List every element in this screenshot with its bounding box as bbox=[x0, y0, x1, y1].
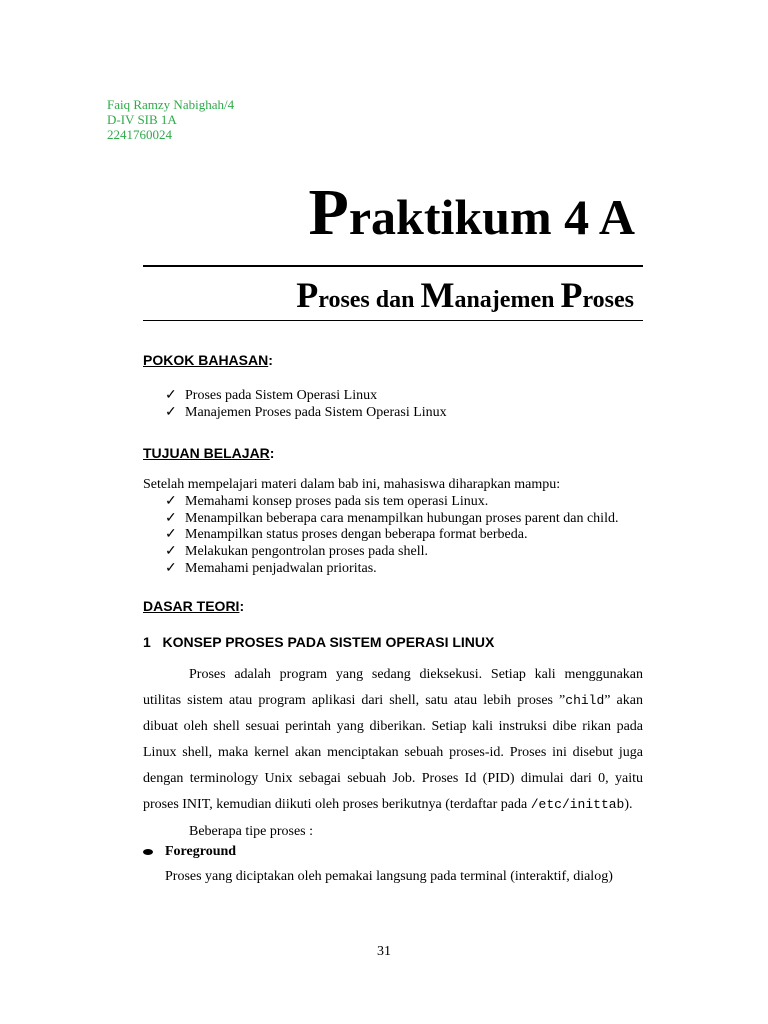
tujuan-belajar-heading bbox=[143, 445, 274, 461]
list-item-text: Proses pada Sistem Operasi Linux bbox=[185, 388, 378, 403]
paragraph-line bbox=[143, 688, 643, 714]
title-rest: raktikum 4 A bbox=[348, 189, 635, 245]
list-item bbox=[165, 511, 618, 528]
list-item-text: Memahami konsep proses pada sis tem operasi Linux. bbox=[185, 494, 489, 509]
page-number: 31 bbox=[377, 944, 391, 959]
foreground-description: Proses yang diciptakan oleh pemakai langsung pada terminal (interaktif, dialog) bbox=[165, 869, 613, 884]
inittab-path: /etc/inittab bbox=[530, 797, 625, 813]
section-1-paragraph bbox=[143, 662, 643, 845]
page-title bbox=[309, 178, 636, 252]
dasar-teori-colon: : bbox=[239, 598, 245, 614]
paragraph-line: dibuat oleh shell sesuai perintah yang diberikan. Setiap kali instruksi dibe rikan pada bbox=[143, 719, 643, 735]
bullet-icon bbox=[143, 849, 153, 855]
section-1-heading: 1 KONSEP PROSES PADA SISTEM OPERASI LINUX bbox=[143, 634, 495, 650]
list-item-text: Melakukan pengontrolan proses pada shell. bbox=[185, 544, 428, 560]
title-rule-bottom bbox=[143, 320, 643, 321]
paragraph-text: proses INIT, kemudian diikuti oleh proses berikutnya (terdaftar pada bbox=[143, 797, 531, 813]
dasar-teori-heading bbox=[143, 598, 244, 614]
paragraph-line: Linux shell, maka kernel akan menciptakan sebuah proses-id. Proses ini disebut juga bbox=[143, 745, 643, 761]
paragraph-text: ” akan bbox=[604, 693, 643, 709]
foreground-item bbox=[143, 844, 236, 860]
page-subtitle bbox=[296, 273, 634, 322]
list-item bbox=[165, 405, 447, 422]
pokok-bahasan-colon: : bbox=[268, 352, 273, 368]
subtitle-cap-m: M bbox=[420, 275, 455, 315]
checkmark-icon: ✓ bbox=[165, 510, 177, 526]
subtitle-word-3: roses bbox=[582, 287, 634, 313]
subtitle-word-1: roses dan bbox=[318, 287, 421, 313]
dasar-teori-heading-text: DASAR TEORI bbox=[143, 598, 240, 614]
author-nim: 2241760024 bbox=[107, 127, 172, 142]
list-item bbox=[165, 561, 618, 578]
paragraph-text: ). bbox=[624, 797, 633, 813]
subtitle-word-2: anajemen bbox=[454, 287, 561, 313]
list-item-text: Memahami penjadwalan prioritas. bbox=[185, 560, 377, 576]
tujuan-belajar-colon: : bbox=[269, 445, 275, 461]
child-word: child bbox=[565, 693, 605, 709]
foreground-label: Foreground bbox=[165, 844, 237, 859]
pokok-bahasan-heading-text: POKOK BAHASAN bbox=[143, 352, 269, 368]
checkmark-icon: ✓ bbox=[165, 560, 177, 576]
list-item-text: Menampilkan status proses dengan beberapa format berbeda. bbox=[185, 527, 528, 543]
author-class: D-IV SIB 1A bbox=[107, 112, 177, 127]
paragraph-text: utilitas sistem atau program aplikasi dari shell, satu atau lebih proses ” bbox=[143, 693, 566, 709]
paragraph-line: Proses adalah program yang sedang dieksekusi. Setiap kali menggunakan bbox=[189, 667, 643, 682]
list-item bbox=[165, 494, 618, 511]
list-item bbox=[165, 388, 447, 405]
list-item bbox=[165, 544, 618, 561]
subtitle-cap-p1: P bbox=[296, 275, 319, 315]
checkmark-icon: ✓ bbox=[165, 404, 177, 420]
subtitle-cap-p2: P bbox=[560, 275, 583, 315]
pokok-bahasan-list bbox=[165, 388, 447, 421]
tujuan-belajar-heading-text: TUJUAN BELAJAR bbox=[143, 445, 270, 461]
types-intro: Beberapa tipe proses : bbox=[189, 823, 314, 839]
list-item bbox=[165, 527, 618, 544]
title-rule-top bbox=[143, 265, 643, 267]
list-item-text: Manajemen Proses pada Sistem Operasi Linux bbox=[185, 404, 447, 420]
checkmark-icon: ✓ bbox=[165, 527, 177, 543]
checkmark-icon: ✓ bbox=[165, 544, 177, 560]
paragraph-line: dengan terminology Unix sebagai sebuah Job. Proses Id (PID) dimulai dari 0, yaitu bbox=[143, 771, 643, 787]
pokok-bahasan-heading bbox=[143, 352, 273, 368]
tujuan-belajar-intro: Setelah mempelajari materi dalam bab ini, mahasiswa diharapkan mampu: bbox=[143, 477, 561, 492]
checkmark-icon: ✓ bbox=[165, 388, 177, 403]
checkmark-icon: ✓ bbox=[165, 494, 177, 509]
paragraph-line bbox=[143, 792, 643, 818]
list-item-text: Menampilkan beberapa cara menampilkan hubungan proses parent dan child. bbox=[185, 510, 619, 526]
author-block bbox=[107, 97, 234, 142]
author-name: Faiq Ramzy Nabighah/4 bbox=[107, 97, 235, 112]
tujuan-belajar-list bbox=[165, 494, 618, 578]
title-first-letter: P bbox=[308, 176, 349, 249]
